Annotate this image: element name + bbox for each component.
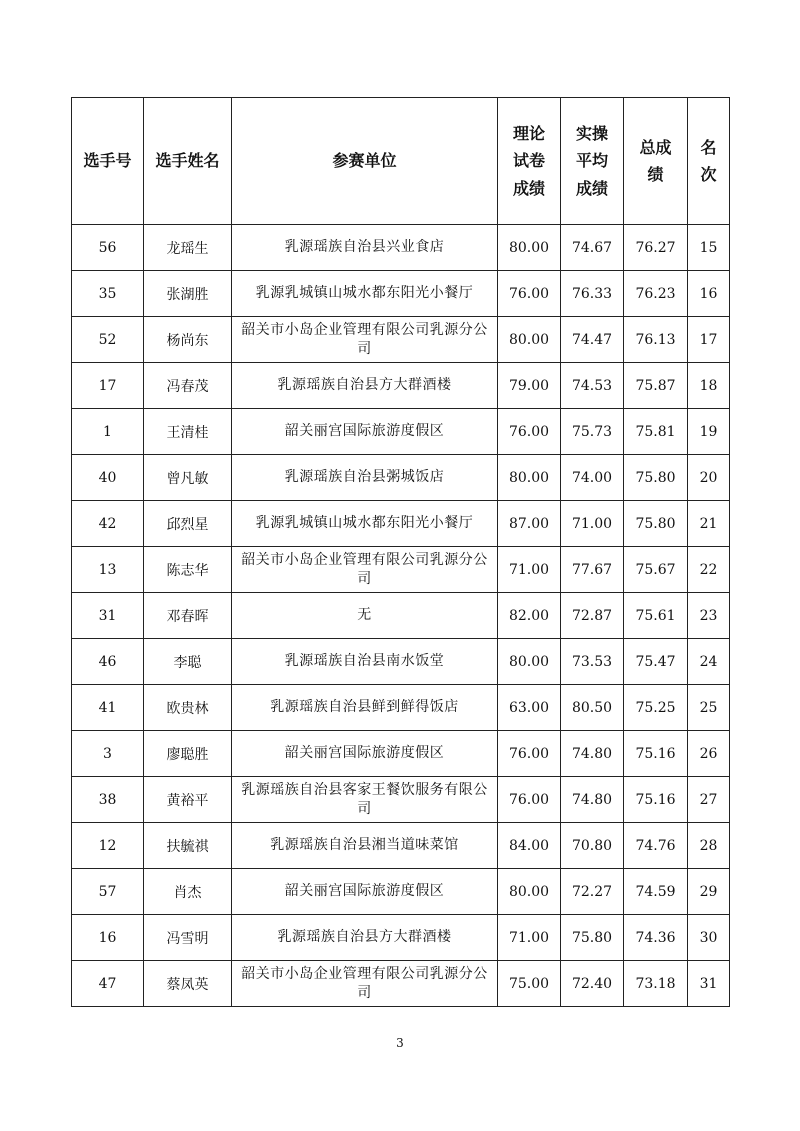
cell-rank: 29 bbox=[688, 869, 730, 915]
cell-theory-score: 79.00 bbox=[498, 363, 561, 409]
cell-practice-score: 74.67 bbox=[561, 225, 624, 271]
cell-contestant-name: 欧贵林 bbox=[144, 685, 232, 731]
cell-unit: 韶关丽宫国际旅游度假区 bbox=[232, 731, 498, 777]
cell-contestant-id: 17 bbox=[72, 363, 144, 409]
cell-rank: 26 bbox=[688, 731, 730, 777]
cell-contestant-name: 龙瑶生 bbox=[144, 225, 232, 271]
cell-unit: 韶关市小岛企业管理有限公司乳源分公司 bbox=[232, 317, 498, 363]
table-row bbox=[72, 317, 730, 363]
cell-rank: 31 bbox=[688, 961, 730, 1007]
cell-unit: 乳源瑶族自治县鲜到鲜得饭店 bbox=[232, 685, 498, 731]
cell-theory-score: 80.00 bbox=[498, 225, 561, 271]
table-row bbox=[72, 547, 730, 593]
cell-total-score: 75.87 bbox=[624, 363, 688, 409]
cell-theory-score: 71.00 bbox=[498, 915, 561, 961]
table-row bbox=[72, 501, 730, 547]
cell-practice-score: 72.27 bbox=[561, 869, 624, 915]
cell-contestant-id: 42 bbox=[72, 501, 144, 547]
cell-contestant-id: 41 bbox=[72, 685, 144, 731]
cell-rank: 22 bbox=[688, 547, 730, 593]
header-rank: 名 次 bbox=[688, 98, 730, 225]
cell-total-score: 75.47 bbox=[624, 639, 688, 685]
header-unit: 参赛单位 bbox=[232, 98, 498, 225]
cell-rank: 15 bbox=[688, 225, 730, 271]
cell-total-score: 76.23 bbox=[624, 271, 688, 317]
results-table bbox=[71, 97, 730, 1007]
cell-practice-score: 74.80 bbox=[561, 731, 624, 777]
cell-theory-score: 87.00 bbox=[498, 501, 561, 547]
header-theory-score: 理论 试卷 成绩 bbox=[498, 98, 561, 225]
cell-practice-score: 74.47 bbox=[561, 317, 624, 363]
table-row bbox=[72, 961, 730, 1007]
cell-theory-score: 75.00 bbox=[498, 961, 561, 1007]
header-row bbox=[72, 98, 730, 225]
cell-practice-score: 74.00 bbox=[561, 455, 624, 501]
cell-rank: 17 bbox=[688, 317, 730, 363]
cell-unit: 韶关市小岛企业管理有限公司乳源分公司 bbox=[232, 961, 498, 1007]
cell-rank: 18 bbox=[688, 363, 730, 409]
cell-unit: 乳源瑶族自治县湘当道味菜馆 bbox=[232, 823, 498, 869]
cell-contestant-name: 廖聪胜 bbox=[144, 731, 232, 777]
cell-contestant-name: 扶毓祺 bbox=[144, 823, 232, 869]
cell-unit: 乳源乳城镇山城水都东阳光小餐厅 bbox=[232, 271, 498, 317]
cell-contestant-id: 31 bbox=[72, 593, 144, 639]
cell-contestant-id: 13 bbox=[72, 547, 144, 593]
cell-contestant-name: 肖杰 bbox=[144, 869, 232, 915]
cell-contestant-id: 40 bbox=[72, 455, 144, 501]
cell-theory-score: 76.00 bbox=[498, 777, 561, 823]
cell-total-score: 75.25 bbox=[624, 685, 688, 731]
cell-contestant-name: 陈志华 bbox=[144, 547, 232, 593]
cell-contestant-id: 52 bbox=[72, 317, 144, 363]
cell-contestant-id: 46 bbox=[72, 639, 144, 685]
page-number: 3 bbox=[396, 1036, 404, 1050]
cell-contestant-id: 35 bbox=[72, 271, 144, 317]
cell-unit: 乳源瑶族自治县南水饭堂 bbox=[232, 639, 498, 685]
cell-unit: 乳源瑶族自治县客家王餐饮服务有限公司 bbox=[232, 777, 498, 823]
cell-total-score: 76.13 bbox=[624, 317, 688, 363]
cell-theory-score: 80.00 bbox=[498, 317, 561, 363]
header-total-score: 总成 绩 bbox=[624, 98, 688, 225]
cell-rank: 21 bbox=[688, 501, 730, 547]
cell-contestant-id: 1 bbox=[72, 409, 144, 455]
cell-practice-score: 75.73 bbox=[561, 409, 624, 455]
cell-unit: 乳源乳城镇山城水都东阳光小餐厅 bbox=[232, 501, 498, 547]
cell-theory-score: 76.00 bbox=[498, 409, 561, 455]
cell-theory-score: 71.00 bbox=[498, 547, 561, 593]
cell-theory-score: 84.00 bbox=[498, 823, 561, 869]
table-row bbox=[72, 685, 730, 731]
cell-practice-score: 71.00 bbox=[561, 501, 624, 547]
table-row bbox=[72, 225, 730, 271]
table-row bbox=[72, 271, 730, 317]
cell-contestant-name: 张湖胜 bbox=[144, 271, 232, 317]
cell-theory-score: 63.00 bbox=[498, 685, 561, 731]
cell-unit: 韶关丽宫国际旅游度假区 bbox=[232, 409, 498, 455]
cell-unit: 乳源瑶族自治县兴业食店 bbox=[232, 225, 498, 271]
cell-practice-score: 77.67 bbox=[561, 547, 624, 593]
header-name: 选手姓名 bbox=[144, 98, 232, 225]
cell-total-score: 75.80 bbox=[624, 501, 688, 547]
table-row bbox=[72, 639, 730, 685]
cell-contestant-name: 冯雪明 bbox=[144, 915, 232, 961]
cell-rank: 28 bbox=[688, 823, 730, 869]
cell-practice-score: 72.40 bbox=[561, 961, 624, 1007]
cell-contestant-name: 李聪 bbox=[144, 639, 232, 685]
cell-rank: 16 bbox=[688, 271, 730, 317]
cell-practice-score: 73.53 bbox=[561, 639, 624, 685]
cell-practice-score: 76.33 bbox=[561, 271, 624, 317]
cell-contestant-name: 邱烈星 bbox=[144, 501, 232, 547]
cell-rank: 23 bbox=[688, 593, 730, 639]
cell-unit: 韶关丽宫国际旅游度假区 bbox=[232, 869, 498, 915]
cell-rank: 20 bbox=[688, 455, 730, 501]
header-practice-score: 实操 平均 成绩 bbox=[561, 98, 624, 225]
cell-rank: 25 bbox=[688, 685, 730, 731]
cell-contestant-id: 16 bbox=[72, 915, 144, 961]
cell-unit: 韶关市小岛企业管理有限公司乳源分公司 bbox=[232, 547, 498, 593]
cell-total-score: 74.59 bbox=[624, 869, 688, 915]
cell-contestant-id: 38 bbox=[72, 777, 144, 823]
cell-practice-score: 72.87 bbox=[561, 593, 624, 639]
cell-theory-score: 76.00 bbox=[498, 271, 561, 317]
cell-practice-score: 80.50 bbox=[561, 685, 624, 731]
cell-practice-score: 74.80 bbox=[561, 777, 624, 823]
table-row bbox=[72, 823, 730, 869]
cell-total-score: 74.36 bbox=[624, 915, 688, 961]
cell-contestant-id: 57 bbox=[72, 869, 144, 915]
cell-unit: 乳源瑶族自治县粥城饭店 bbox=[232, 455, 498, 501]
cell-contestant-id: 12 bbox=[72, 823, 144, 869]
table-row bbox=[72, 409, 730, 455]
cell-rank: 27 bbox=[688, 777, 730, 823]
cell-contestant-name: 杨尚东 bbox=[144, 317, 232, 363]
cell-unit: 乳源瑶族自治县方大群酒楼 bbox=[232, 915, 498, 961]
cell-theory-score: 76.00 bbox=[498, 731, 561, 777]
table-row bbox=[72, 869, 730, 915]
table-row bbox=[72, 455, 730, 501]
cell-total-score: 75.16 bbox=[624, 731, 688, 777]
cell-contestant-name: 蔡凤英 bbox=[144, 961, 232, 1007]
cell-contestant-id: 56 bbox=[72, 225, 144, 271]
table-row bbox=[72, 777, 730, 823]
cell-contestant-name: 曾凡敏 bbox=[144, 455, 232, 501]
cell-theory-score: 82.00 bbox=[498, 593, 561, 639]
cell-rank: 19 bbox=[688, 409, 730, 455]
cell-total-score: 75.16 bbox=[624, 777, 688, 823]
cell-total-score: 75.61 bbox=[624, 593, 688, 639]
table-row bbox=[72, 731, 730, 777]
cell-rank: 30 bbox=[688, 915, 730, 961]
table-row bbox=[72, 915, 730, 961]
cell-total-score: 75.81 bbox=[624, 409, 688, 455]
cell-practice-score: 70.80 bbox=[561, 823, 624, 869]
cell-unit: 乳源瑶族自治县方大群酒楼 bbox=[232, 363, 498, 409]
cell-contestant-name: 王清桂 bbox=[144, 409, 232, 455]
table-body bbox=[72, 225, 730, 1007]
cell-rank: 24 bbox=[688, 639, 730, 685]
cell-total-score: 75.67 bbox=[624, 547, 688, 593]
table-row bbox=[72, 593, 730, 639]
cell-practice-score: 74.53 bbox=[561, 363, 624, 409]
cell-contestant-name: 邓春晖 bbox=[144, 593, 232, 639]
cell-theory-score: 80.00 bbox=[498, 639, 561, 685]
table-row bbox=[72, 363, 730, 409]
header-id: 选手号 bbox=[72, 98, 144, 225]
cell-total-score: 75.80 bbox=[624, 455, 688, 501]
cell-unit: 无 bbox=[232, 593, 498, 639]
cell-theory-score: 80.00 bbox=[498, 455, 561, 501]
cell-contestant-name: 黄裕平 bbox=[144, 777, 232, 823]
cell-total-score: 73.18 bbox=[624, 961, 688, 1007]
cell-contestant-id: 47 bbox=[72, 961, 144, 1007]
cell-total-score: 74.76 bbox=[624, 823, 688, 869]
cell-contestant-id: 3 bbox=[72, 731, 144, 777]
cell-practice-score: 75.80 bbox=[561, 915, 624, 961]
cell-theory-score: 80.00 bbox=[498, 869, 561, 915]
cell-contestant-name: 冯春茂 bbox=[144, 363, 232, 409]
cell-total-score: 76.27 bbox=[624, 225, 688, 271]
